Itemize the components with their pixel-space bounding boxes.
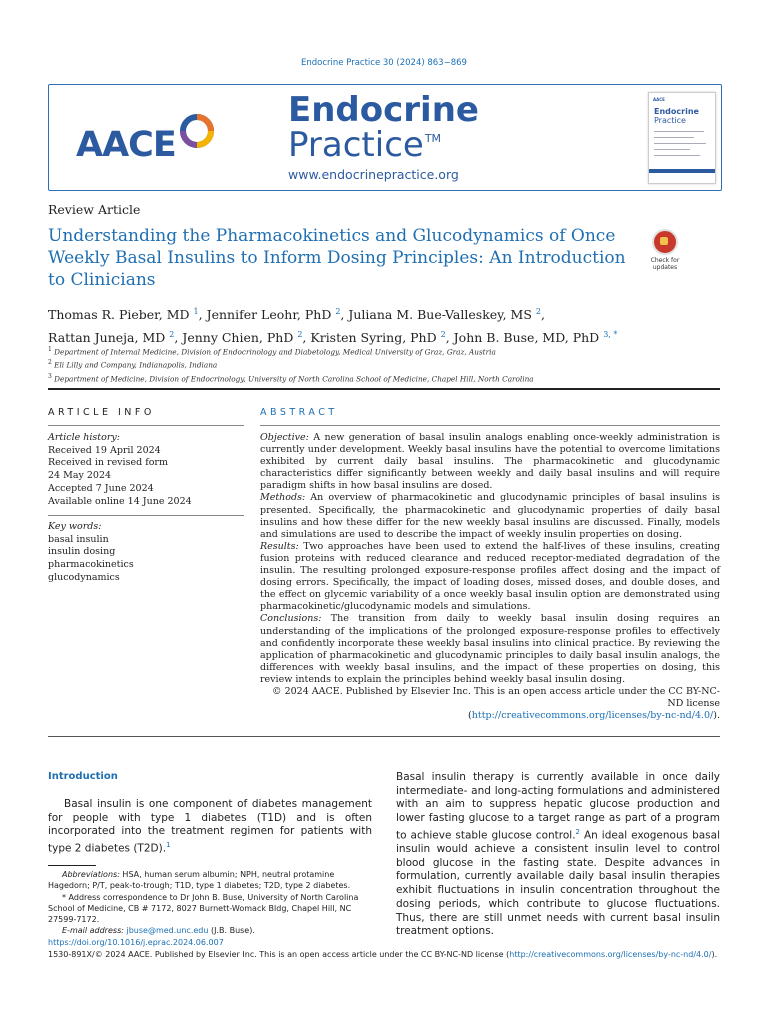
- history-item: 24 May 2024: [48, 470, 112, 482]
- license-text: 1530-891X/© 2024 AACE. Published by Elsevier Inc. This is an open access article under the CC BY-NC-ND license (: [48, 950, 510, 959]
- author-affiliation-mark[interactable]: 2: [440, 330, 446, 340]
- aace-logo-text: AACE: [76, 125, 176, 165]
- check-updates-icon: [652, 229, 678, 255]
- footnotes: [48, 869, 372, 937]
- check-updates-label: Check for updates: [650, 257, 680, 271]
- article-title: Understanding the Pharmacokinetics and Glucodynamics of Once Weekly Basal Insulins to Inform Dosing Principles: An Introduction to Clinicians: [48, 226, 626, 290]
- abstract-label: Methods:: [260, 492, 306, 504]
- author-name: Kristen Syring, PhD: [310, 330, 441, 346]
- cover-text-line: [654, 137, 694, 138]
- author-affiliation-mark[interactable]: 2: [535, 307, 541, 316]
- cover-aace: AACE: [653, 97, 665, 102]
- citation-link[interactable]: 1: [166, 841, 171, 850]
- footnote-correspondence: * Address correspondence to Dr John B. Buse, University of North Carolina School of Medicine, CB # 7172, 8027 Burnett-Womack Bldg, Chapel Hill, NC 27599-7172.: [48, 892, 359, 925]
- author-separator: ,: [174, 330, 183, 346]
- email-label: E-mail address:: [62, 926, 124, 936]
- divider: [48, 425, 244, 426]
- author-line-1: [48, 302, 688, 325]
- author-name: Jennifer Leohr, PhD: [206, 307, 336, 323]
- history-item: Received 19 April 2024: [48, 444, 161, 456]
- abstract-objective: [260, 432, 720, 492]
- license-link[interactable]: http://creativecommons.org/licenses/by-nc-nd/4.0/: [509, 950, 712, 959]
- history-item: Accepted 7 June 2024: [48, 482, 154, 494]
- footnote-abbreviations: [48, 869, 372, 892]
- author-separator: ,: [445, 330, 454, 346]
- brand-practice: Practice: [288, 125, 424, 165]
- author-affiliation-mark[interactable]: 2: [297, 330, 303, 340]
- email-suffix: (J.B. Buse).: [208, 926, 255, 936]
- author-name: Rattan Juneja, MD: [48, 330, 170, 346]
- keywords: [48, 521, 244, 585]
- abstract-copyright: [260, 686, 720, 722]
- author-affiliation-mark[interactable]: 3, *: [603, 330, 618, 340]
- abbrev-text: HSA, human serum albumin; NPH, neutral protamine Hagedorn; P/T, peak-to-trough; T1D, type 1 diabetes; T2D, type 2 diabetes.: [48, 870, 351, 891]
- introduction-right-column: [396, 771, 720, 939]
- license-end: ).: [711, 950, 718, 959]
- check-for-updates-button[interactable]: [645, 229, 685, 269]
- divider: [48, 736, 720, 737]
- cover-title-2: Practice: [654, 116, 686, 125]
- footnote-divider: [48, 865, 96, 866]
- aace-logo-icon: [176, 110, 218, 152]
- cover-title-1: Endocrine: [654, 107, 699, 116]
- intro-text: Basal insulin therapy is currently available in once daily intermediate- and long-acting formulations and administered with an aim to suppress hepatic glucose production and lower fasting glucose to a target range as part of a program to achieve stable glucose control.: [396, 771, 720, 842]
- intro-text: An ideal exogenous basal insulin would achieve a consistent insulin level to control blood glucose in the fasting state. Despite advances in formulation, currently available daily basal insulin therapies exhibit fluctuations in insulin concentration throughout the dosing periods, which contribute to glucose fluctuations. Thus, there are still unmet needs with current basal insulin treatment options.: [396, 829, 720, 938]
- keyword: glucodynamics: [48, 571, 120, 583]
- divider: [260, 425, 720, 426]
- paren: ).: [713, 710, 720, 722]
- introduction-heading: Introduction: [48, 771, 118, 782]
- copyright-text: © 2024 AACE. Published by Elsevier Inc. This is an open access article under the CC BY-NC-ND license: [272, 685, 720, 710]
- affiliation: [48, 357, 534, 370]
- author-name: Thomas R. Pieber, MD: [48, 307, 194, 323]
- abstract-text: The transition from daily to weekly basal insulin dosing requires an understanding of the implications of the prolonged exposure-response profiles to effectively and confidently incorporate these weekly basal insulins into clinical practice. By reviewing the application of pharmacokinetic and glucodynamic principles to daily basal insulin analogs, the differences with weekly basal insulins, and the impact of these properties on dosing, this review intends to explain the principles behind weekly basal insulin dosing.: [260, 613, 720, 685]
- journal-cover-thumbnail[interactable]: [648, 92, 716, 184]
- abstract-text: An overview of pharmacokinetic and glucodynamic principles of basal insulins is presented. Specifically, the pharmacokinetic and glucodynamic properties of daily basal insulins and how these differ for the new weekly basal insulins are discussed. Finally, models and simulations are used to describe the impact of weekly insulin properties on dosing.: [260, 492, 720, 540]
- abstract-text: Two approaches have been used to extend the half-lives of these insulins, creating fusion proteins with reduced clearance and reduced receptor-mediated degradation of the insulin. The resulting prolonged exposure-response profiles affect dosing and the impact of dosing errors. Specifically, the impact of loading doses, missed doses, and double doses, and the effect on glycemic variability of a once weekly basal insulin option are demonstrated using pharmacokinetic/glucodynamic models and simulations.: [260, 540, 720, 613]
- bottom-license: [48, 950, 717, 959]
- abstract-label: Conclusions:: [260, 613, 322, 625]
- license-link[interactable]: http://creativecommons.org/licenses/by-nc-nd/4.0/: [471, 710, 714, 722]
- history-item: Available online 14 June 2024: [48, 495, 192, 507]
- author-list: [48, 302, 688, 348]
- author-name: Jenny Chien, PhD: [182, 330, 298, 346]
- introduction-paragraph: [48, 798, 372, 856]
- doi-link[interactable]: https://doi.org/10.1016/j.eprac.2024.06.007: [48, 938, 224, 947]
- affiliations: [48, 344, 534, 384]
- cover-text-line: [654, 131, 704, 132]
- keyword: pharmacokinetics: [48, 559, 134, 571]
- affiliation-number: 3: [48, 372, 52, 380]
- affiliation-number: 2: [48, 359, 52, 367]
- cover-text-line: [654, 143, 706, 144]
- article-history: [48, 432, 244, 508]
- cover-band: [649, 169, 715, 173]
- abstract-body: [260, 432, 720, 722]
- journal-brand-line1: Endocrine: [288, 90, 479, 130]
- article-info-heading: ARTICLE INFO: [48, 407, 155, 418]
- divider: [48, 388, 720, 390]
- author-separator: ,: [340, 307, 349, 323]
- abstract-heading: ABSTRACT: [260, 407, 338, 418]
- footnote-email: [48, 925, 372, 936]
- abstract-results: [260, 541, 720, 614]
- affiliation-text: Department of Internal Medicine, Division of Endocrinology and Diabetology, Medical University of Graz, Graz, Austria: [51, 347, 496, 357]
- trademark: TM: [424, 132, 442, 145]
- author-affiliation-mark[interactable]: 2: [169, 330, 175, 340]
- author-name: Juliana M. Bue-Valleskey, MS: [348, 307, 536, 323]
- paren: (: [468, 710, 472, 722]
- affiliation-text: Eli Lilly and Company, Indianapolis, Indiana: [51, 360, 218, 370]
- history-label: Article history:: [48, 432, 120, 443]
- citation-link[interactable]: 2: [575, 827, 580, 836]
- keyword: basal insulin: [48, 533, 109, 545]
- author-separator: ,: [302, 330, 311, 346]
- author-name: John B. Buse, MD, PhD: [453, 330, 604, 346]
- author-affiliation-mark[interactable]: 2: [335, 307, 341, 316]
- journal-website-link[interactable]: www.endocrinepractice.org: [288, 167, 459, 182]
- keyword: insulin dosing: [48, 546, 116, 558]
- abstract-text: A new generation of basal insulin analogs enabling once-weekly administration is currently under development. Weekly basal insulins have the potential to overcome limitations exhibited by current daily basal insulins. The pharmacokinetic and glucodynamic characteristics differ significantly between weekly and daily basal insulins and will require paradigm shifts in how basal insulins are dosed.: [260, 432, 720, 492]
- abstract-methods: [260, 492, 720, 540]
- journal-brand-line2: [288, 125, 441, 165]
- affiliation: [48, 371, 534, 384]
- author-separator: ,: [540, 307, 545, 323]
- cover-text-line: [654, 149, 690, 150]
- keywords-label: Key words:: [48, 521, 102, 532]
- abstract-label: Results:: [260, 540, 299, 552]
- journal-reference[interactable]: Endocrine Practice 30 (2024) 863−869: [301, 58, 467, 68]
- affiliation-text: Department of Medicine, Division of Endocrinology, University of North Carolina School of Medicine, Chapel Hill, North Carolina: [51, 374, 534, 384]
- affiliation-number: 1: [48, 346, 52, 353]
- abbrev-label: Abbreviations:: [62, 870, 120, 879]
- abstract-conclusions: [260, 613, 720, 686]
- email-link[interactable]: jbuse@med.unc.edu: [126, 926, 209, 936]
- abstract-label: Objective:: [260, 432, 309, 443]
- affiliation: [48, 344, 534, 357]
- author-separator: ,: [198, 307, 207, 323]
- history-item: Received in revised form: [48, 457, 168, 469]
- divider: [48, 515, 244, 516]
- author-affiliation-mark[interactable]: 1: [193, 307, 199, 316]
- article-type: Review Article: [48, 202, 141, 217]
- cover-text-line: [654, 155, 700, 156]
- intro-text: Basal insulin is one component of diabetes management for people with type 1 diabetes (T1D) and is often incorporated into the treatment regimen for patients with type 2 diabetes (T2D).: [48, 798, 372, 855]
